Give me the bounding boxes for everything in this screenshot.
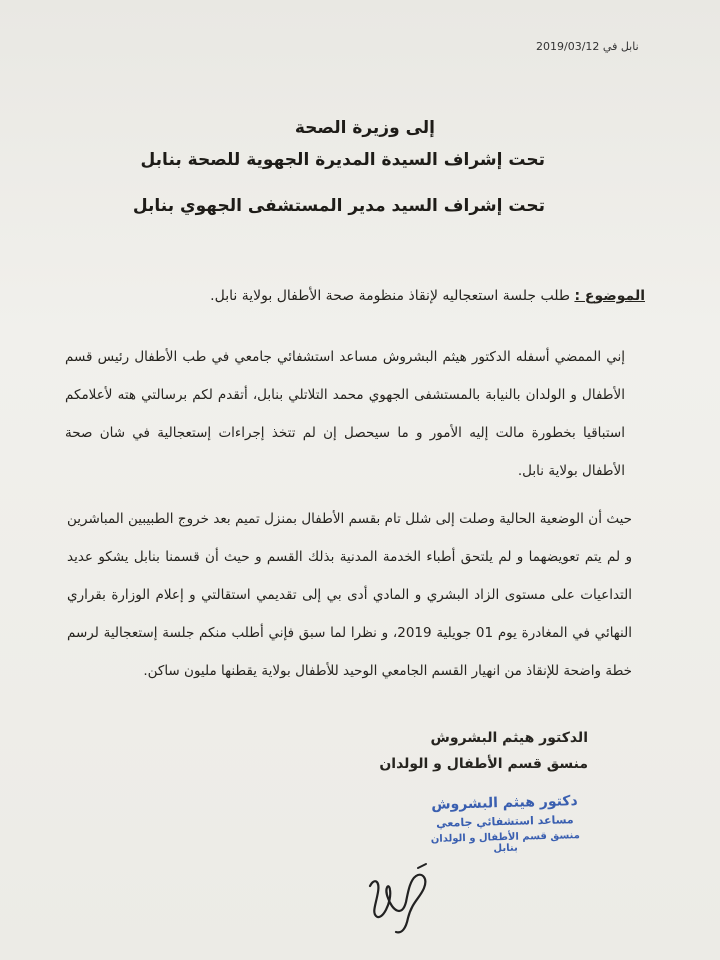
signatory-role: منسق قسم الأطفال و الولدان [379, 756, 588, 772]
official-stamp [419, 793, 590, 856]
body-paragraph-1: إني الممضي أسفله الدكتور هيثم البشروش مساعد استشفائي جامعي في طب الأطفال رئيس قسم الأطفال و الولدان بالنيابة بالمستشفى الجهوي محمد التلاتلي بنابل، أتقدم لكم برسالتي هته لأعلامكم استباقيا بخطورة مالت إليه الأمور و ما سيحصل إن لم تتخذ إجراءات إستعجالية في شان صحة الأطفال بولاية نابل. [65, 349, 625, 479]
stamp-line-3: منسق قسم الأطفال و الولدان بنابل [430, 830, 580, 855]
addressee-line-1: إلى وزيرة الصحة [294, 118, 435, 138]
stamp-line-2: مساعد استشفائي جامعي [436, 813, 574, 830]
addressee-line-2: تحت إشراف السيدة المديرة الجهوية للصحة بنابل [140, 150, 545, 170]
signatory-name: الدكتور هيثم البشروش [430, 730, 588, 746]
subject-text: طلب جلسة استعجاليه لإنقاذ منظومة صحة الأطفال بولاية نابل. [210, 288, 570, 304]
addressee-line-3: تحت إشراف السيد مدير المستشفى الجهوي بنابل [132, 196, 545, 216]
subject-label: الموضوع : [574, 288, 645, 304]
subject-line [65, 288, 645, 304]
stamp-line-1: دكتور هيثم البشروش [431, 793, 578, 813]
letter-date: نابل في 2019/03/12 [536, 40, 639, 53]
body-paragraph-2: حيث أن الوضعية الحالية وصلت إلى شلل تام بقسم الأطفال بمنزل تميم بعد خروج الطبيبين المباشرين و لم يتم تعويضهما و لم يلتحق أطباء الخدمة المدنية بذلك القسم و حيث أن قسمنا بنابل يشكو عديد التداعيات على مستوى الزاد البشري و المادي أدى بي إلى تقديمي استقالتي و إعلام الوزارة بقراري النهائي في المغادرة يوم 01 جويلية 2019، و نظرا لما سبق فإني أطلب منكم جلسة إستعجالية لرسم خطة واضحة للإنقاذ من انهيار القسم الجامعي الوحيد للأطفال بولاية يقطنها مليون ساكن. [67, 511, 632, 679]
handwritten-signature-icon [362, 858, 442, 938]
